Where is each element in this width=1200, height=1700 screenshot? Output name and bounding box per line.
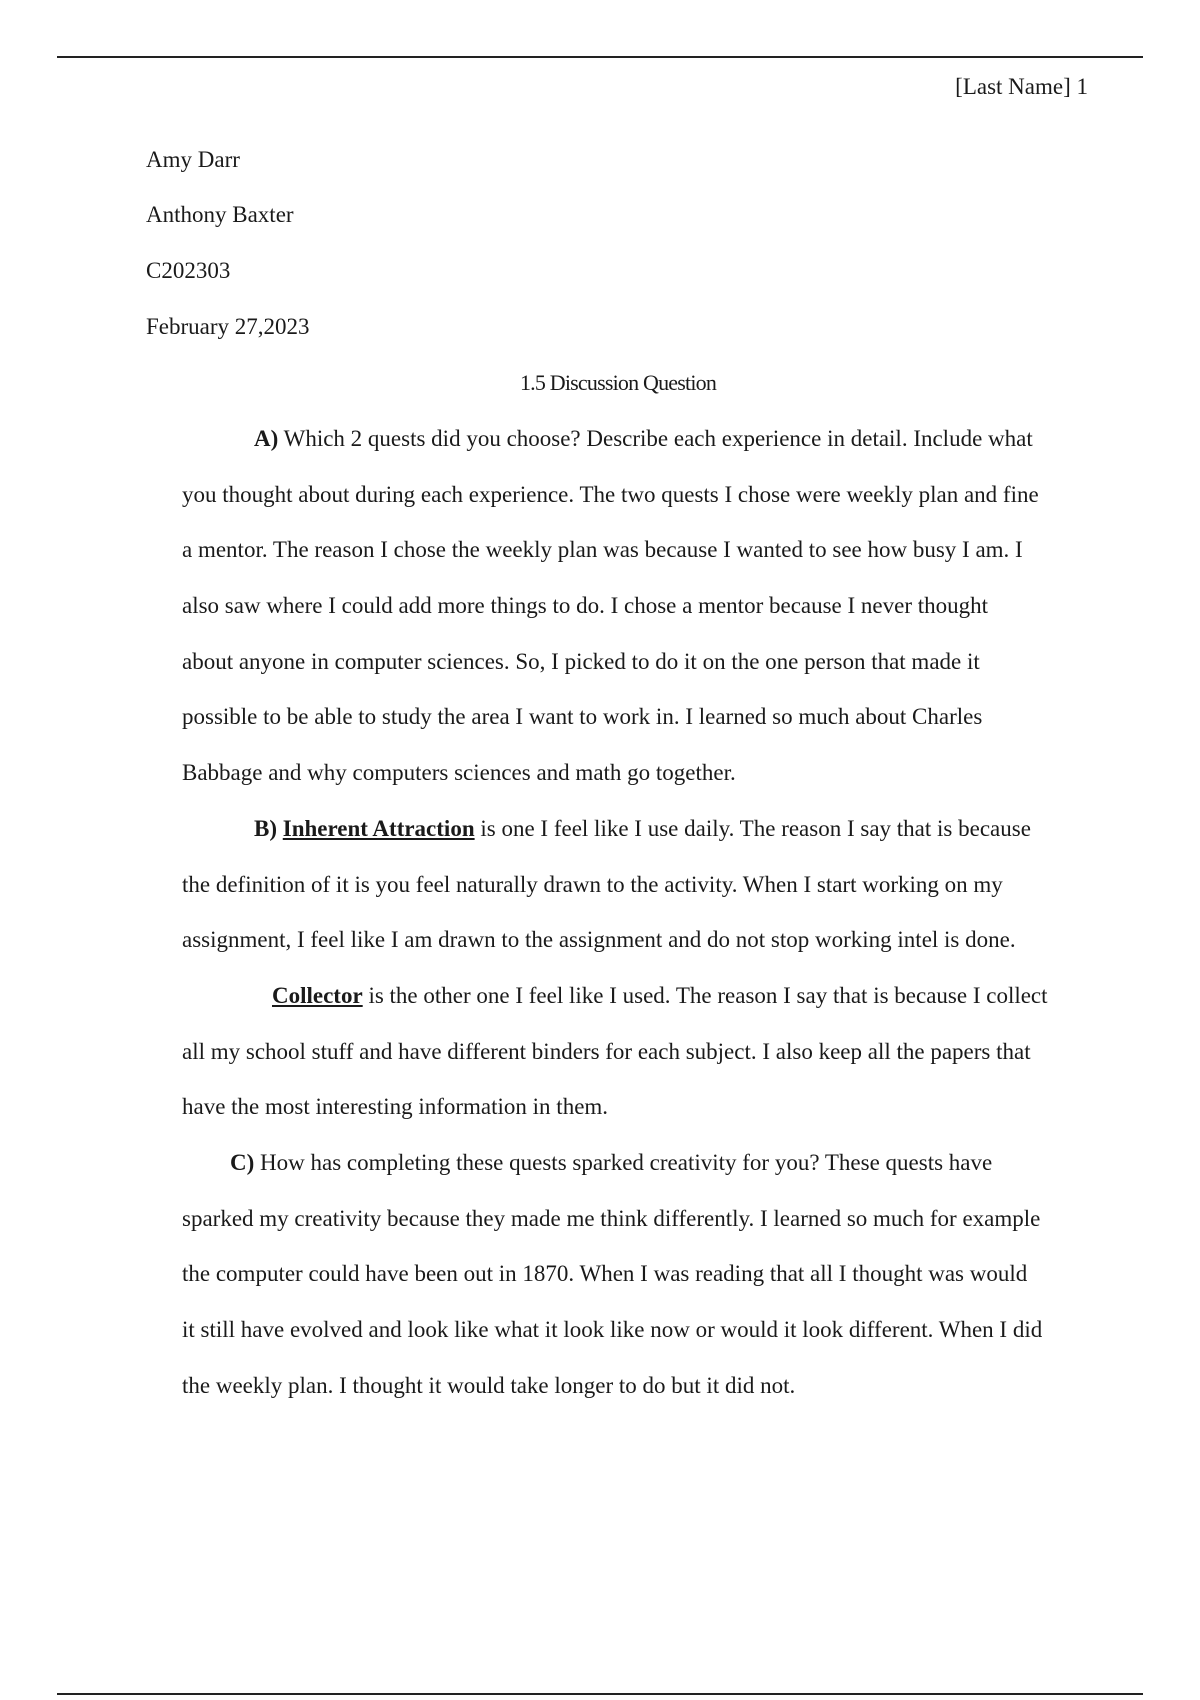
section-a-line: also saw where I could add more things to do. I chose a mentor because I never thought — [182, 593, 989, 619]
section-a-line: you thought about during each experience. The two quests I chose were weekly plan and fine — [182, 481, 1039, 507]
section-a-line: possible to be able to study the area I want to work in. I learned so much about Charles — [182, 704, 983, 730]
section-c-line: the computer could have been out in 1870. When I was reading that all I thought was would — [182, 1261, 1028, 1287]
section-c-marker: C) — [230, 1150, 255, 1175]
submission-date: February 27,2023 — [146, 314, 310, 339]
section-a-marker: A) — [254, 426, 279, 451]
section-a-paragraph — [182, 411, 1087, 801]
section-c-paragraph — [182, 1135, 1087, 1413]
section-a-line: Babbage and why computers sciences and math go together. — [182, 760, 736, 786]
inherent-attraction-term: Inherent Attraction — [282, 816, 475, 841]
running-header: [Last Name] 1 — [955, 74, 1088, 99]
section-c-line-1: C) How has completing these quests sparked creativity for you? These quests have — [230, 1150, 993, 1175]
collector-line: have the most interesting information in them. — [182, 1094, 609, 1120]
student-name: Amy Darr — [146, 147, 240, 172]
section-b-line: assignment, I feel like I am drawn to the assignment and do not stop working intel is done. — [182, 927, 1016, 953]
top-rule — [57, 56, 1143, 58]
collector-paragraph — [182, 968, 1087, 1135]
bottom-rule — [57, 1693, 1143, 1695]
section-b-line-1: B) Inherent Attraction is one I feel like I use daily. The reason I say that is because — [254, 816, 1031, 841]
section-b-paragraph — [182, 801, 1087, 968]
section-b-line: the definition of it is you feel naturally drawn to the activity. When I start working on my — [182, 871, 1003, 897]
section-c-line: sparked my creativity because they made me think differently. I learned so much for example — [182, 1205, 1041, 1231]
section-a-line: about anyone in computer sciences. So, I picked to do it on the one person that made it — [182, 648, 980, 674]
section-a-line-1: A) Which 2 quests did you choose? Describe each experience in detail. Include what — [254, 426, 1033, 451]
instructor-name: Anthony Baxter — [146, 202, 294, 227]
section-a-line: a mentor. The reason I chose the weekly plan was because I wanted to see how busy I am. I — [182, 537, 1023, 563]
document-title: 1.5 Discussion Question — [519, 370, 717, 395]
section-b-marker: B) — [254, 816, 277, 841]
collector-line-1: Collector is the other one I feel like I used. The reason I say that is because I collect — [272, 983, 1048, 1008]
course-code: C202303 — [146, 258, 231, 283]
collector-line: all my school stuff and have different binders for each subject. I also keep all the papers that — [182, 1038, 1031, 1064]
section-c-line: it still have evolved and look like what it look like now or would it look different. When I did — [182, 1317, 1043, 1343]
collector-term: Collector — [272, 983, 363, 1008]
section-c-line: the weekly plan. I thought it would take longer to do but it did not. — [182, 1372, 796, 1398]
